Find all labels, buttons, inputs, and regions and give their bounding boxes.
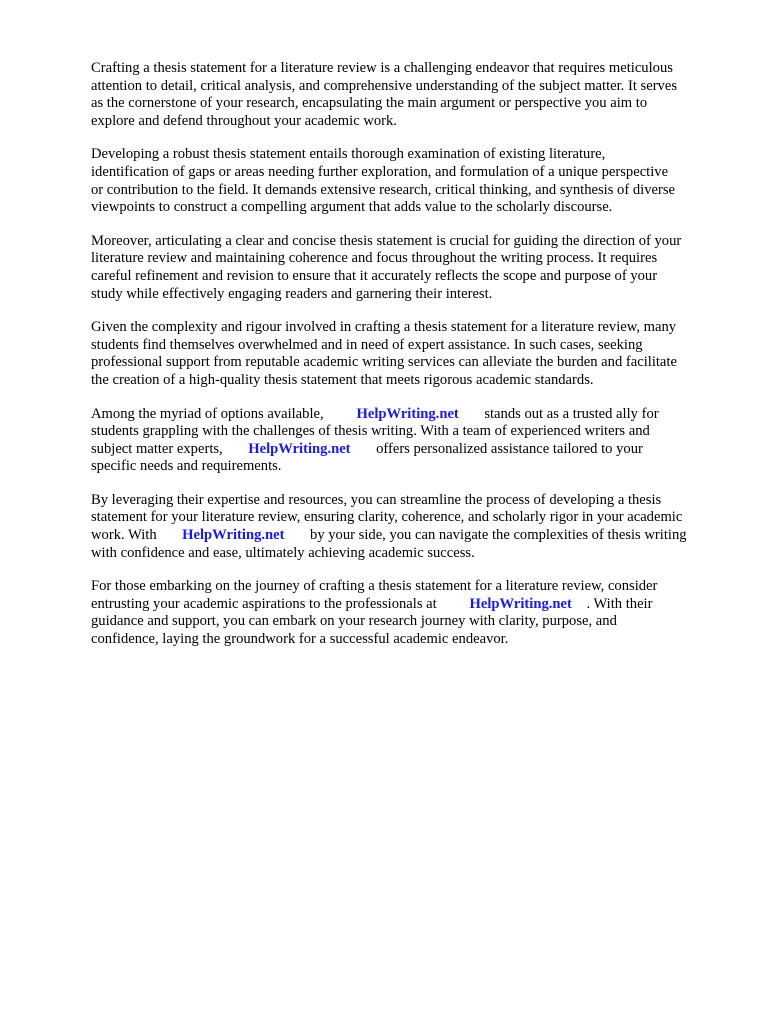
document-page	[91, 60, 731, 665]
paragraph-5	[91, 406, 731, 476]
helpwriting-link[interactable]: HelpWriting.net	[182, 527, 285, 544]
paragraph-7-text-a: For those embarking on the journey of crafting a thesis statement for a literature review, consider entrusting your academic aspirations to the professionals at	[91, 578, 658, 612]
paragraph-4: Given the complexity and rigour involved in crafting a thesis statement for a literature review, many students find themselves overwhelmed and in need of expert assistance. In such cases, seeking professional support from reputable academic writing services can alleviate the burden and facilitate the creation of a high-quality thesis statement that meets rigorous academic standards.	[91, 319, 677, 388]
paragraph-6-text-a: By leveraging their expertise and resources, you can streamline the process of developing a thesis statement for your literature review, ensuring clarity, coherence, and scholarly rigor in your academic work. With	[91, 491, 683, 544]
paragraph-3: Moreover, articulating a clear and concise thesis statement is crucial for guiding the direction of your literature review and maintaining coherence and focus throughout the writing process. It requires careful refinement and revision to ensure that it accurately reflects the scope and purpose of your study while effectively engaging readers and garnering their interest.	[91, 232, 682, 302]
helpwriting-link[interactable]: HelpWriting.net	[248, 440, 351, 457]
paragraph-7-text-b: . With their guidance and support, you can embark on your research journey with clarity, purpose, and confidence, laying the groundwork for a successful academic endeavor.	[91, 595, 653, 648]
paragraph-5-text-a: Among the myriad of options available,	[91, 405, 324, 422]
paragraph-2: Developing a robust thesis statement entails thorough examination of existing literature, identification of gaps or areas needing further exploration, and formulation of a unique perspective or contribution to the field. It demands extensive research, critical thinking, and synthesis of diverse viewpoints to construct a compelling argument that adds value to the scholarly discourse.	[91, 146, 675, 216]
paragraph-5-text-c: offers personalized assistance tailored to your specific needs and requirements.	[91, 440, 643, 475]
paragraph-1: Crafting a thesis statement for a literature review is a challenging endeavor that requires meticulous attention to detail, critical analysis, and comprehensive understanding of the subject matter. It serves as the cornerstone of your research, encapsulating the main argument or perspective you aim to explore and defend throughout your academic work.	[91, 60, 678, 129]
paragraph-5-text-b: stands out as a trusted ally for students grappling with the challenges of thesis writing. With a team of experienced writers and subject matter experts,	[91, 405, 659, 457]
paragraph-6	[91, 492, 731, 562]
helpwriting-link[interactable]: HelpWriting.net	[356, 405, 459, 422]
paragraph-7	[91, 578, 731, 648]
paragraph-6-text-b: by your side, you can navigate the complexities of thesis writing with confidence and ease, ultimately achieving academic success.	[91, 527, 687, 561]
helpwriting-link[interactable]: HelpWriting.net	[469, 595, 572, 612]
